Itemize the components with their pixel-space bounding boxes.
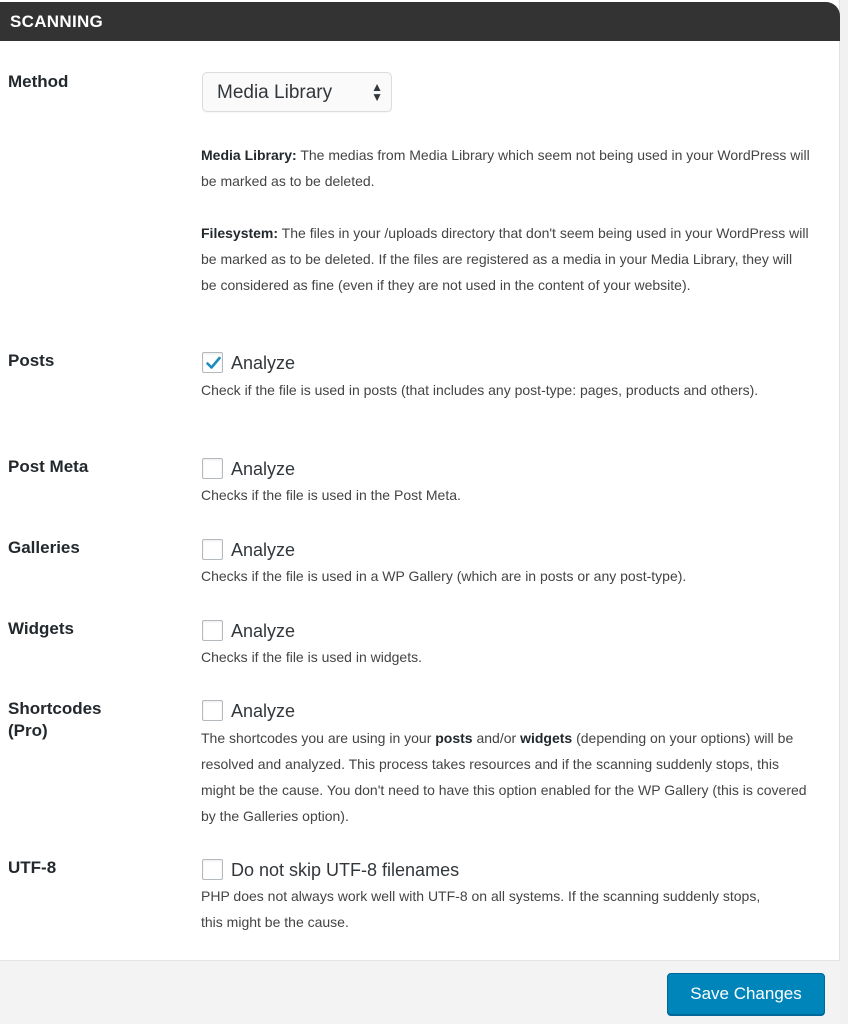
utf8-checkbox[interactable]	[202, 859, 223, 880]
filesystem-desc-text: The files in your /uploads directory that don't seem being used in your WordPress will be marked as to be deleted. If the files are registered as a media in your Media Library, they will be considered as fine (even if they are not used in the content of your website).	[201, 225, 809, 293]
shortcodes-checkbox-label[interactable]: Analyze	[231, 701, 296, 721]
method-desc-media	[201, 142, 811, 194]
shortcodes-label-line1: Shortcodes	[8, 699, 102, 718]
method-desc-filesystem	[201, 220, 811, 298]
galleries-desc: Checks if the file is used in a WP Gallery (which are in posts or any post-type).	[201, 568, 687, 584]
posts-checkbox[interactable]	[202, 352, 223, 373]
shortcodes-label-line2: (Pro)	[8, 721, 48, 740]
widgets-checkbox[interactable]	[202, 620, 223, 641]
shortcodes-desc-posts: posts	[435, 730, 473, 746]
shortcodes-desc-part2: and/or	[472, 730, 521, 746]
widgets-checkbox-label[interactable]: Analyze	[231, 621, 296, 641]
section-title: SCANNING	[10, 12, 104, 31]
widgets-desc: Checks if the file is used in widgets.	[201, 649, 422, 665]
shortcodes-desc	[201, 725, 811, 829]
galleries-label: Galleries	[8, 538, 80, 557]
shortcodes-desc-part3: (depending on your options) will be resolved and analyzed. This process takes resources and if the scanning suddenly stops, this might be the cause. You don't need to have this option enabled for the WP Gallery (this is covered by the Galleries option).	[201, 730, 807, 824]
widgets-label: Widgets	[8, 619, 74, 638]
post-meta-checkbox[interactable]	[202, 458, 223, 479]
filesystem-term: Filesystem:	[201, 225, 279, 241]
media-library-term: Media Library:	[201, 147, 297, 163]
shortcodes-desc-part1: The shortcodes you are using in your	[201, 730, 436, 746]
posts-checkbox-label[interactable]: Analyze	[231, 353, 296, 373]
check-icon	[204, 354, 223, 373]
save-changes-button[interactable]: Save Changes	[667, 973, 825, 1015]
galleries-checkbox-label[interactable]: Analyze	[231, 540, 296, 560]
media-library-desc-text: The medias from Media Library which seem not being used in your WordPress will be marked as to be deleted.	[201, 147, 810, 189]
post-meta-label: Post Meta	[8, 457, 89, 476]
posts-desc: Check if the file is used in posts (that includes any post-type: pages, products and others).	[201, 382, 759, 398]
shortcodes-checkbox[interactable]	[202, 700, 223, 721]
post-meta-desc: Checks if the file is used in the Post Meta.	[201, 487, 461, 503]
method-select-value: Media Library	[217, 82, 333, 103]
post-meta-checkbox-label[interactable]: Analyze	[231, 459, 296, 479]
section-header	[0, 2, 840, 41]
utf8-desc: PHP does not always work well with UTF-8 on all systems. If the scanning suddenly stops, this might be the cause.	[201, 888, 761, 930]
utf8-checkbox-label[interactable]: Do not skip UTF-8 filenames	[231, 860, 460, 880]
select-arrows-icon: ▲ ▼	[371, 80, 383, 104]
shortcodes-desc-widgets: widgets	[520, 730, 573, 746]
method-label: Method	[8, 72, 69, 91]
galleries-checkbox[interactable]	[202, 539, 223, 560]
utf8-label: UTF-8	[8, 858, 57, 877]
shortcodes-label	[8, 698, 102, 742]
method-select[interactable]	[202, 72, 392, 112]
posts-label: Posts	[8, 351, 55, 370]
